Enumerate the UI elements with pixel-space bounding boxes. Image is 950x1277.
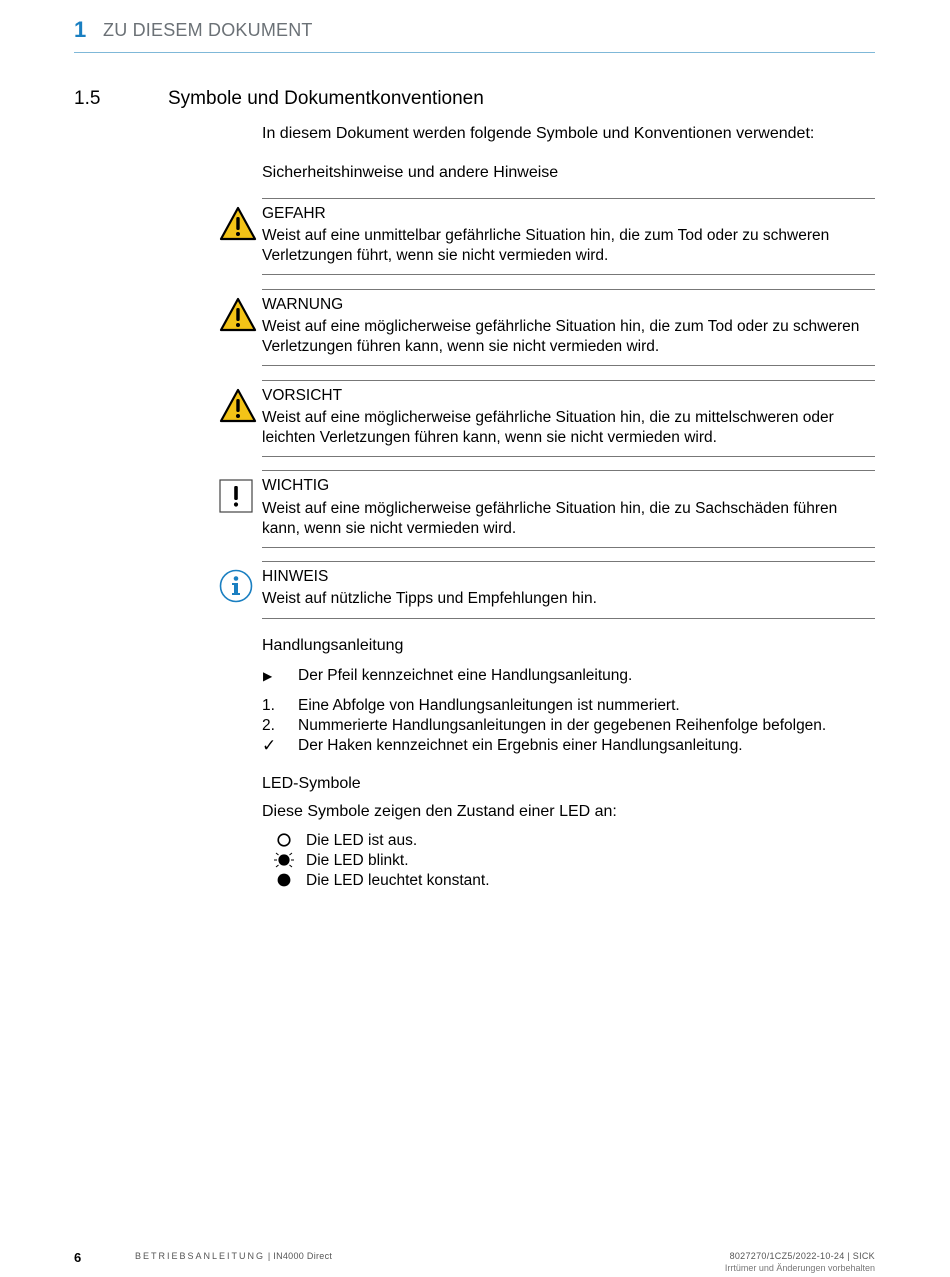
warning-triangle-icon [219, 388, 257, 423]
led-off-text: Die LED ist aus. [306, 832, 418, 849]
led-blinking-icon [274, 852, 294, 868]
page-number: 6 [74, 1250, 82, 1265]
warning-triangle-icon [219, 297, 257, 332]
step-text: Nummerierte Handlungsanleitungen in der gegebenen Reihenfolge befolgen. [298, 717, 827, 734]
checkmark-icon: ✓ [262, 736, 277, 755]
info-circle-icon [219, 569, 253, 603]
note-divider [262, 561, 875, 562]
note-title-notice: HINWEIS [262, 568, 329, 585]
note-title-important: WICHTIG [262, 477, 330, 494]
note-text-danger: Weist auf eine unmittelbar gefährliche Situation hin, die zum Tod oder zu schweren [262, 227, 830, 244]
footer-product: IN4000 Direct [273, 1251, 333, 1261]
note-title-danger: GEFAHR [262, 205, 326, 222]
note-divider [262, 365, 875, 366]
step-text: Der Haken kennzeichnet ein Ergebnis einer Handlungsanleitung. [298, 737, 743, 754]
exclamation-box-icon [219, 479, 253, 513]
footer-disclaimer: Irrtümer und Änderungen vorbehalten [724, 1263, 875, 1273]
section-number: 1.5 [74, 88, 101, 109]
note-divider [262, 198, 875, 199]
note-divider [262, 274, 875, 275]
instruction-arrow-text: Der Pfeil kennzeichnet eine Handlungsanleitung. [298, 667, 633, 684]
note-divider [262, 618, 875, 619]
led-off-icon [274, 832, 294, 848]
footer-separator: | [265, 1251, 274, 1261]
header-divider [74, 52, 875, 53]
note-title-caution: VORSICHT [262, 387, 343, 404]
footer-document-info [135, 1251, 332, 1261]
note-divider [262, 456, 875, 457]
footer-doc-type: BETRIEBSANLEITUNG [135, 1251, 266, 1261]
step-marker: 2. [262, 717, 275, 734]
note-text-danger-2: Verletzungen führt, wenn sie nicht vermieden wird. [262, 247, 609, 264]
safety-heading: Sicherheitshinweise und andere Hinweise [262, 164, 559, 181]
step-text: Eine Abfolge von Handlungsanleitungen ist nummeriert. [298, 697, 680, 714]
intro-text: In diesem Dokument werden folgende Symbole und Konventionen verwendet: [262, 125, 815, 142]
led-heading: LED-Symbole [262, 775, 361, 792]
note-divider [262, 289, 875, 290]
note-divider [262, 380, 875, 381]
led-intro: Diese Symbole zeigen den Zustand einer LED an: [262, 803, 617, 820]
chapter-title: ZU DIESEM DOKUMENT [103, 20, 313, 40]
led-on-icon [274, 872, 294, 888]
note-text-caution: Weist auf eine möglicherweise gefährliche Situation hin, die zu mittelschweren oder [262, 409, 834, 426]
note-text-notice: Weist auf nützliche Tipps und Empfehlungen hin. [262, 590, 597, 607]
note-text-warning: Weist auf eine möglicherweise gefährliche Situation hin, die zum Tod oder zu schweren [262, 318, 860, 335]
note-divider [262, 470, 875, 471]
warning-triangle-icon [219, 206, 257, 241]
led-on-text: Die LED leuchtet konstant. [306, 872, 490, 889]
note-text-caution-2: leichten Verletzungen führen kann, wenn sie nicht vermieden wird. [262, 429, 717, 446]
instructions-heading: Handlungsanleitung [262, 637, 404, 654]
arrow-right-icon: ▶ [263, 669, 273, 683]
note-text-important: Weist auf eine möglicherweise gefährliche Situation hin, die zu Sachschäden führen [262, 500, 838, 517]
note-divider [262, 547, 875, 548]
chapter-number: 1 [74, 17, 87, 42]
note-title-warning: WARNUNG [262, 296, 344, 313]
note-text-important-2: kann, wenn sie nicht vermieden wird. [262, 520, 517, 537]
section-title: Symbole und Dokumentkonventionen [168, 88, 484, 109]
note-text-warning-2: Verletzungen führen kann, wenn sie nicht vermieden wird. [262, 338, 660, 355]
footer-doc-reference: 8027270/1CZ5/2022-10-24 | SICK [729, 1251, 875, 1261]
led-blinking-text: Die LED blinkt. [306, 852, 409, 869]
step-marker: 1. [262, 697, 275, 714]
